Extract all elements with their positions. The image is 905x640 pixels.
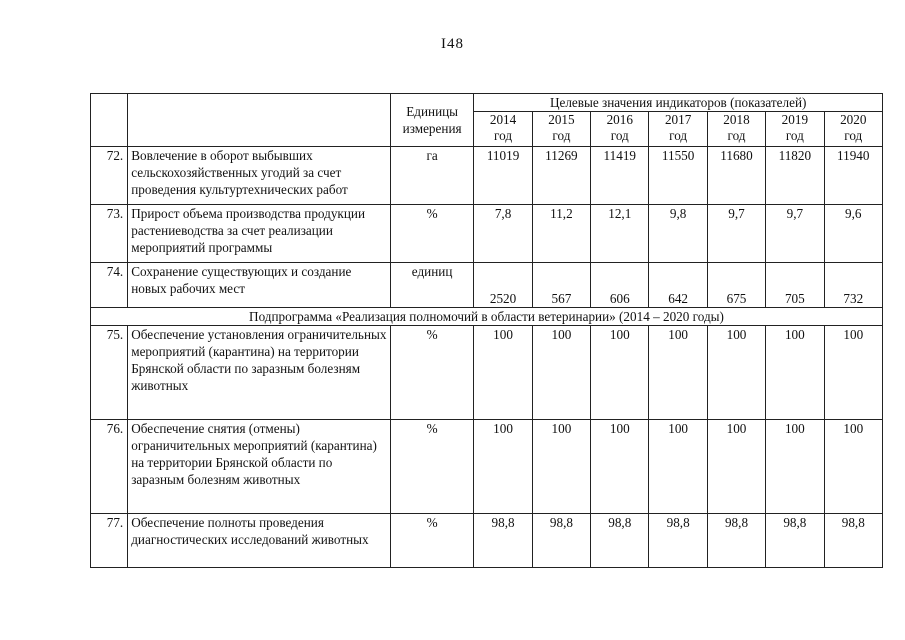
- value-2017: 642: [649, 263, 707, 308]
- year-label: 2019: [781, 112, 809, 127]
- value-2015: 100: [532, 420, 590, 514]
- value-2016: 100: [591, 420, 649, 514]
- value-2018: 100: [707, 420, 765, 514]
- value-2014: 100: [474, 420, 532, 514]
- value-2015: 11269: [532, 147, 590, 205]
- units-header: Единицы измерения: [390, 94, 474, 147]
- subprogram-title: Подпрограмма «Реализация полномочий в области ветеринарии» (2014 – 2020 годы): [91, 308, 883, 326]
- year-label: 2016: [606, 112, 633, 127]
- value-2018: 9,7: [707, 205, 765, 263]
- row-number: 77.: [91, 514, 128, 568]
- value-2018: 98,8: [707, 514, 765, 568]
- unit-cell: %: [390, 205, 474, 263]
- row-number: 76.: [91, 420, 128, 514]
- value-2019: 9,7: [766, 205, 824, 263]
- value-2017: 98,8: [649, 514, 707, 568]
- subprogram-row: [91, 308, 883, 326]
- year-label: 2020: [840, 112, 867, 127]
- value-2015: 567: [532, 263, 590, 308]
- value-2015: 98,8: [532, 514, 590, 568]
- value-2020: 100: [824, 420, 882, 514]
- indicators-table: [90, 93, 883, 568]
- target-values-header: Целевые значения индикаторов (показателей): [474, 94, 883, 112]
- value-2017: 100: [649, 420, 707, 514]
- year-label: 2017: [664, 112, 692, 127]
- table-row-75: [91, 326, 883, 420]
- unit-cell: единиц: [390, 263, 474, 308]
- value-2017: 11550: [649, 147, 707, 205]
- value-2020: 11940: [824, 147, 882, 205]
- value-2019: 705: [766, 263, 824, 308]
- header-row-1: [91, 94, 883, 112]
- value-2017: 9,8: [649, 205, 707, 263]
- value-2017: 100: [649, 326, 707, 420]
- value-2016: 100: [591, 326, 649, 420]
- value-2018: 675: [707, 263, 765, 308]
- year-suffix: год: [610, 128, 629, 143]
- indicator-name: Вовлечение в оборот выбывших сельскохозяйственных угодий за счет проведения культуртехнических работ: [128, 147, 391, 205]
- table-row-74: [91, 263, 883, 308]
- year-header-2019: [766, 112, 824, 147]
- year-header-2014: [474, 112, 532, 147]
- value-2020: 100: [824, 326, 882, 420]
- year-label: 2018: [723, 112, 750, 127]
- unit-cell: га: [390, 147, 474, 205]
- row-number: 72.: [91, 147, 128, 205]
- year-header-2016: [591, 112, 649, 147]
- indicator-name: Прирост объема производства продукции растениеводства за счет реализации мероприятий программы: [128, 205, 391, 263]
- value-2016: 11419: [591, 147, 649, 205]
- year-label: 2014: [489, 112, 517, 127]
- header-name-cell: [128, 94, 391, 147]
- value-2019: 98,8: [766, 514, 824, 568]
- unit-cell: %: [390, 326, 474, 420]
- value-2014: 7,8: [474, 205, 532, 263]
- row-number: 74.: [91, 263, 128, 308]
- year-suffix: год: [785, 128, 804, 143]
- year-label: 2015: [548, 112, 575, 127]
- table-row-76: [91, 420, 883, 514]
- value-2019: 100: [766, 326, 824, 420]
- indicator-name: Обеспечение снятия (отмены) ограничительных мероприятий (карантина) на территории Брянской области по заразным болезням животных: [128, 420, 391, 514]
- indicator-name: Обеспечение полноты проведения диагностических исследований животных: [128, 514, 391, 568]
- indicator-name: Сохранение существующих и создание новых рабочих мест: [128, 263, 391, 308]
- year-suffix: год: [494, 128, 513, 143]
- value-2020: 9,6: [824, 205, 882, 263]
- value-2016: 12,1: [591, 205, 649, 263]
- year-suffix: год: [727, 128, 746, 143]
- value-2016: 98,8: [591, 514, 649, 568]
- header-num-cell: [91, 94, 128, 147]
- value-2014: 11019: [474, 147, 532, 205]
- row-number: 73.: [91, 205, 128, 263]
- table-row-73: [91, 205, 883, 263]
- value-2020: 98,8: [824, 514, 882, 568]
- value-2019: 100: [766, 420, 824, 514]
- table-row-77: [91, 514, 883, 568]
- value-2018: 100: [707, 326, 765, 420]
- value-2015: 100: [532, 326, 590, 420]
- value-2015: 11,2: [532, 205, 590, 263]
- value-2014: 98,8: [474, 514, 532, 568]
- page-number: I48: [441, 36, 464, 52]
- year-header-2018: [707, 112, 765, 147]
- table-row-72: [91, 147, 883, 205]
- year-header-2020: [824, 112, 882, 147]
- unit-cell: %: [390, 420, 474, 514]
- year-suffix: год: [844, 128, 863, 143]
- year-suffix: год: [669, 128, 688, 143]
- year-suffix: год: [552, 128, 571, 143]
- value-2016: 606: [591, 263, 649, 308]
- row-number: 75.: [91, 326, 128, 420]
- unit-cell: %: [390, 514, 474, 568]
- indicator-name: Обеспечение установления ограничительных мероприятий (карантина) на территории Брянской области по заразным болезням животных: [128, 326, 391, 420]
- value-2014: 2520: [474, 263, 532, 308]
- year-header-2017: [649, 112, 707, 147]
- year-header-2015: [532, 112, 590, 147]
- value-2014: 100: [474, 326, 532, 420]
- value-2020: 732: [824, 263, 882, 308]
- value-2019: 11820: [766, 147, 824, 205]
- value-2018: 11680: [707, 147, 765, 205]
